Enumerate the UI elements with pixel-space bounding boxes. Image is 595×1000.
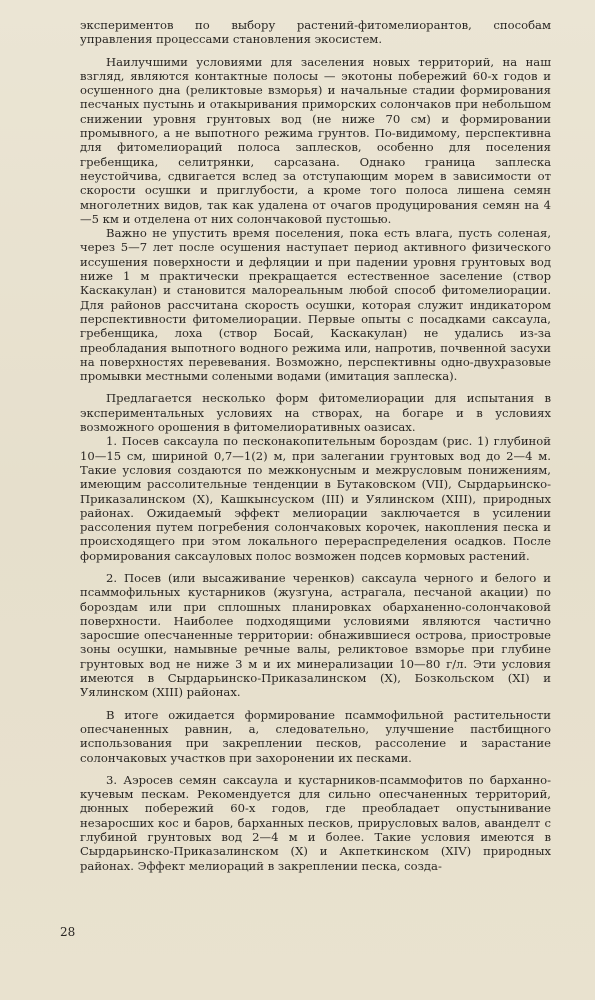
paragraph-3: Важно не упустить время поселения, пока есть влага, пусть соленая, через 5—7 лет после осушения наступает период активного физического иссушения поверхности и дефляции и при падении уровня грунтовых вод ниже 1 м практически прекращается естественное заселение (створ Каскакулан) и становится малореальным любой способ фитомелиорации. Для районов рассчитана скорость осушки, которая служит индикатором перспективности фитомелиорации. Первые опыты с посадками саксаула, гребенщика, лоха (створ Босай, Каскакулан) не удались из-за преобладания выпотного водного режима или, напротив, почвенной засухи на поверхностях перевевания. Возможно, перспективны одно-двухразовые промывки местными солеными водами (имитация заплеска). xyxy=(80,226,551,384)
page-number: 28 xyxy=(60,925,76,939)
body-text xyxy=(80,18,551,873)
paragraph-1: экспериментов по выбору растений-фитомелиорантов, способам управления процессами становления экосистем. xyxy=(80,18,551,47)
paragraph-6: 2. Посев (или высаживание черенков) саксаула черного и белого и псаммофильных кустарников (жузгуна, астрагала, песчаной акации) по бороздам или при сплошных планировках обарханенно-солончаковой поверхности. Наиболее подходящими условиями являются частично заросшие опесчаненные территории: обнажившиеся острова, приостровые зоны осушки, намывные речные валы, реликтовое взморье при глубине грунтовых вод не ниже 3 м и их минерализации 10—80 г/л. Эти условия имеются в Сырдарьинско-Приказалинском (X), Бозкольском (XI) и Уялинском (XIII) районах. xyxy=(80,570,551,700)
paragraph-2: Наилучшими условиями для заселения новых территорий, на наш взгляд, являются контактные полосы — экотоны побережий 60-х годов и осушенного дна (реликтовые взморья) и начальные стадии формирования песчаных пустынь и отакыривания приморских солончаков при небольшом снижении уровня грунтовых вод (не ниже 70 см) и формировании промывного, а не выпотного режима грунтов. По-видимому, перспективна для фитомелиораций полоса заплесков, особенно для поселения гребенщика, селитрянки, сарсазана. Однако граница заплеска неустойчива, сдвигается вслед за отступающим морем в зависимости от скорости осушки и приглубости, а кроме того полоса лишена семян многолетних видов, так как удалена от очагов продуцирования семян на 4—5 км и отделена от них солончаковой пустошью. xyxy=(80,54,551,226)
paragraph-4: Предлагается несколько форм фитомелиорации для испытания в экспериментальных условиях на створах, на богаре и в условиях возможного орошения в фитомелиоративных оазисах. xyxy=(80,391,551,435)
paragraph-8: 3. Аэросев семян саксаула и кустарников-псаммофитов по барханно-кучевым пескам. Рекомендуется для сильно опесчаненных территорий, дюнных побережий 60-х годов, где преобладает опустынивание незаросших кос и баров, барханных песков, прирусловых валов, аванделт с глубиной грунтовых вод 2—4 м и более. Такие условия имеются в Сырдарьинско-Приказалинском (X) и Акпеткинском (XIV) природных районах. Эффект мелиораций в закреплении песка, созда- xyxy=(80,772,551,873)
paragraph-7: В итоге ожидается формирование псаммофильной растительности опесчаненных равнин, а, следовательно, улучшение пастбищного использования при закреплении песков, рассоление и зарастание солончаковых участков при захоронении их песками. xyxy=(80,707,551,765)
paragraph-5: 1. Посев саксаула по песконакопительным бороздам (рис. 1) глубиной 10—15 см, шириной 0,7—1(2) м, при залегании грунтовых вод до 2—4 м. Такие условия создаются по межконусным и межрусловым понижениям, имеющим рассолительные тенденции в Бутаковском (VII), Сырдарьинско-Приказалинском (X), Кашкынсуском (III) и Уялинском (XIII), природных районах. Ожидаемый эффект мелиорации заключается в усилении рассоления путем погребения солончаковых корочек, накопления песка и происходящего при этом локального перераспределения осадков. После формирования саксауловых полос возможен подсев кормовых растений. xyxy=(80,434,551,563)
